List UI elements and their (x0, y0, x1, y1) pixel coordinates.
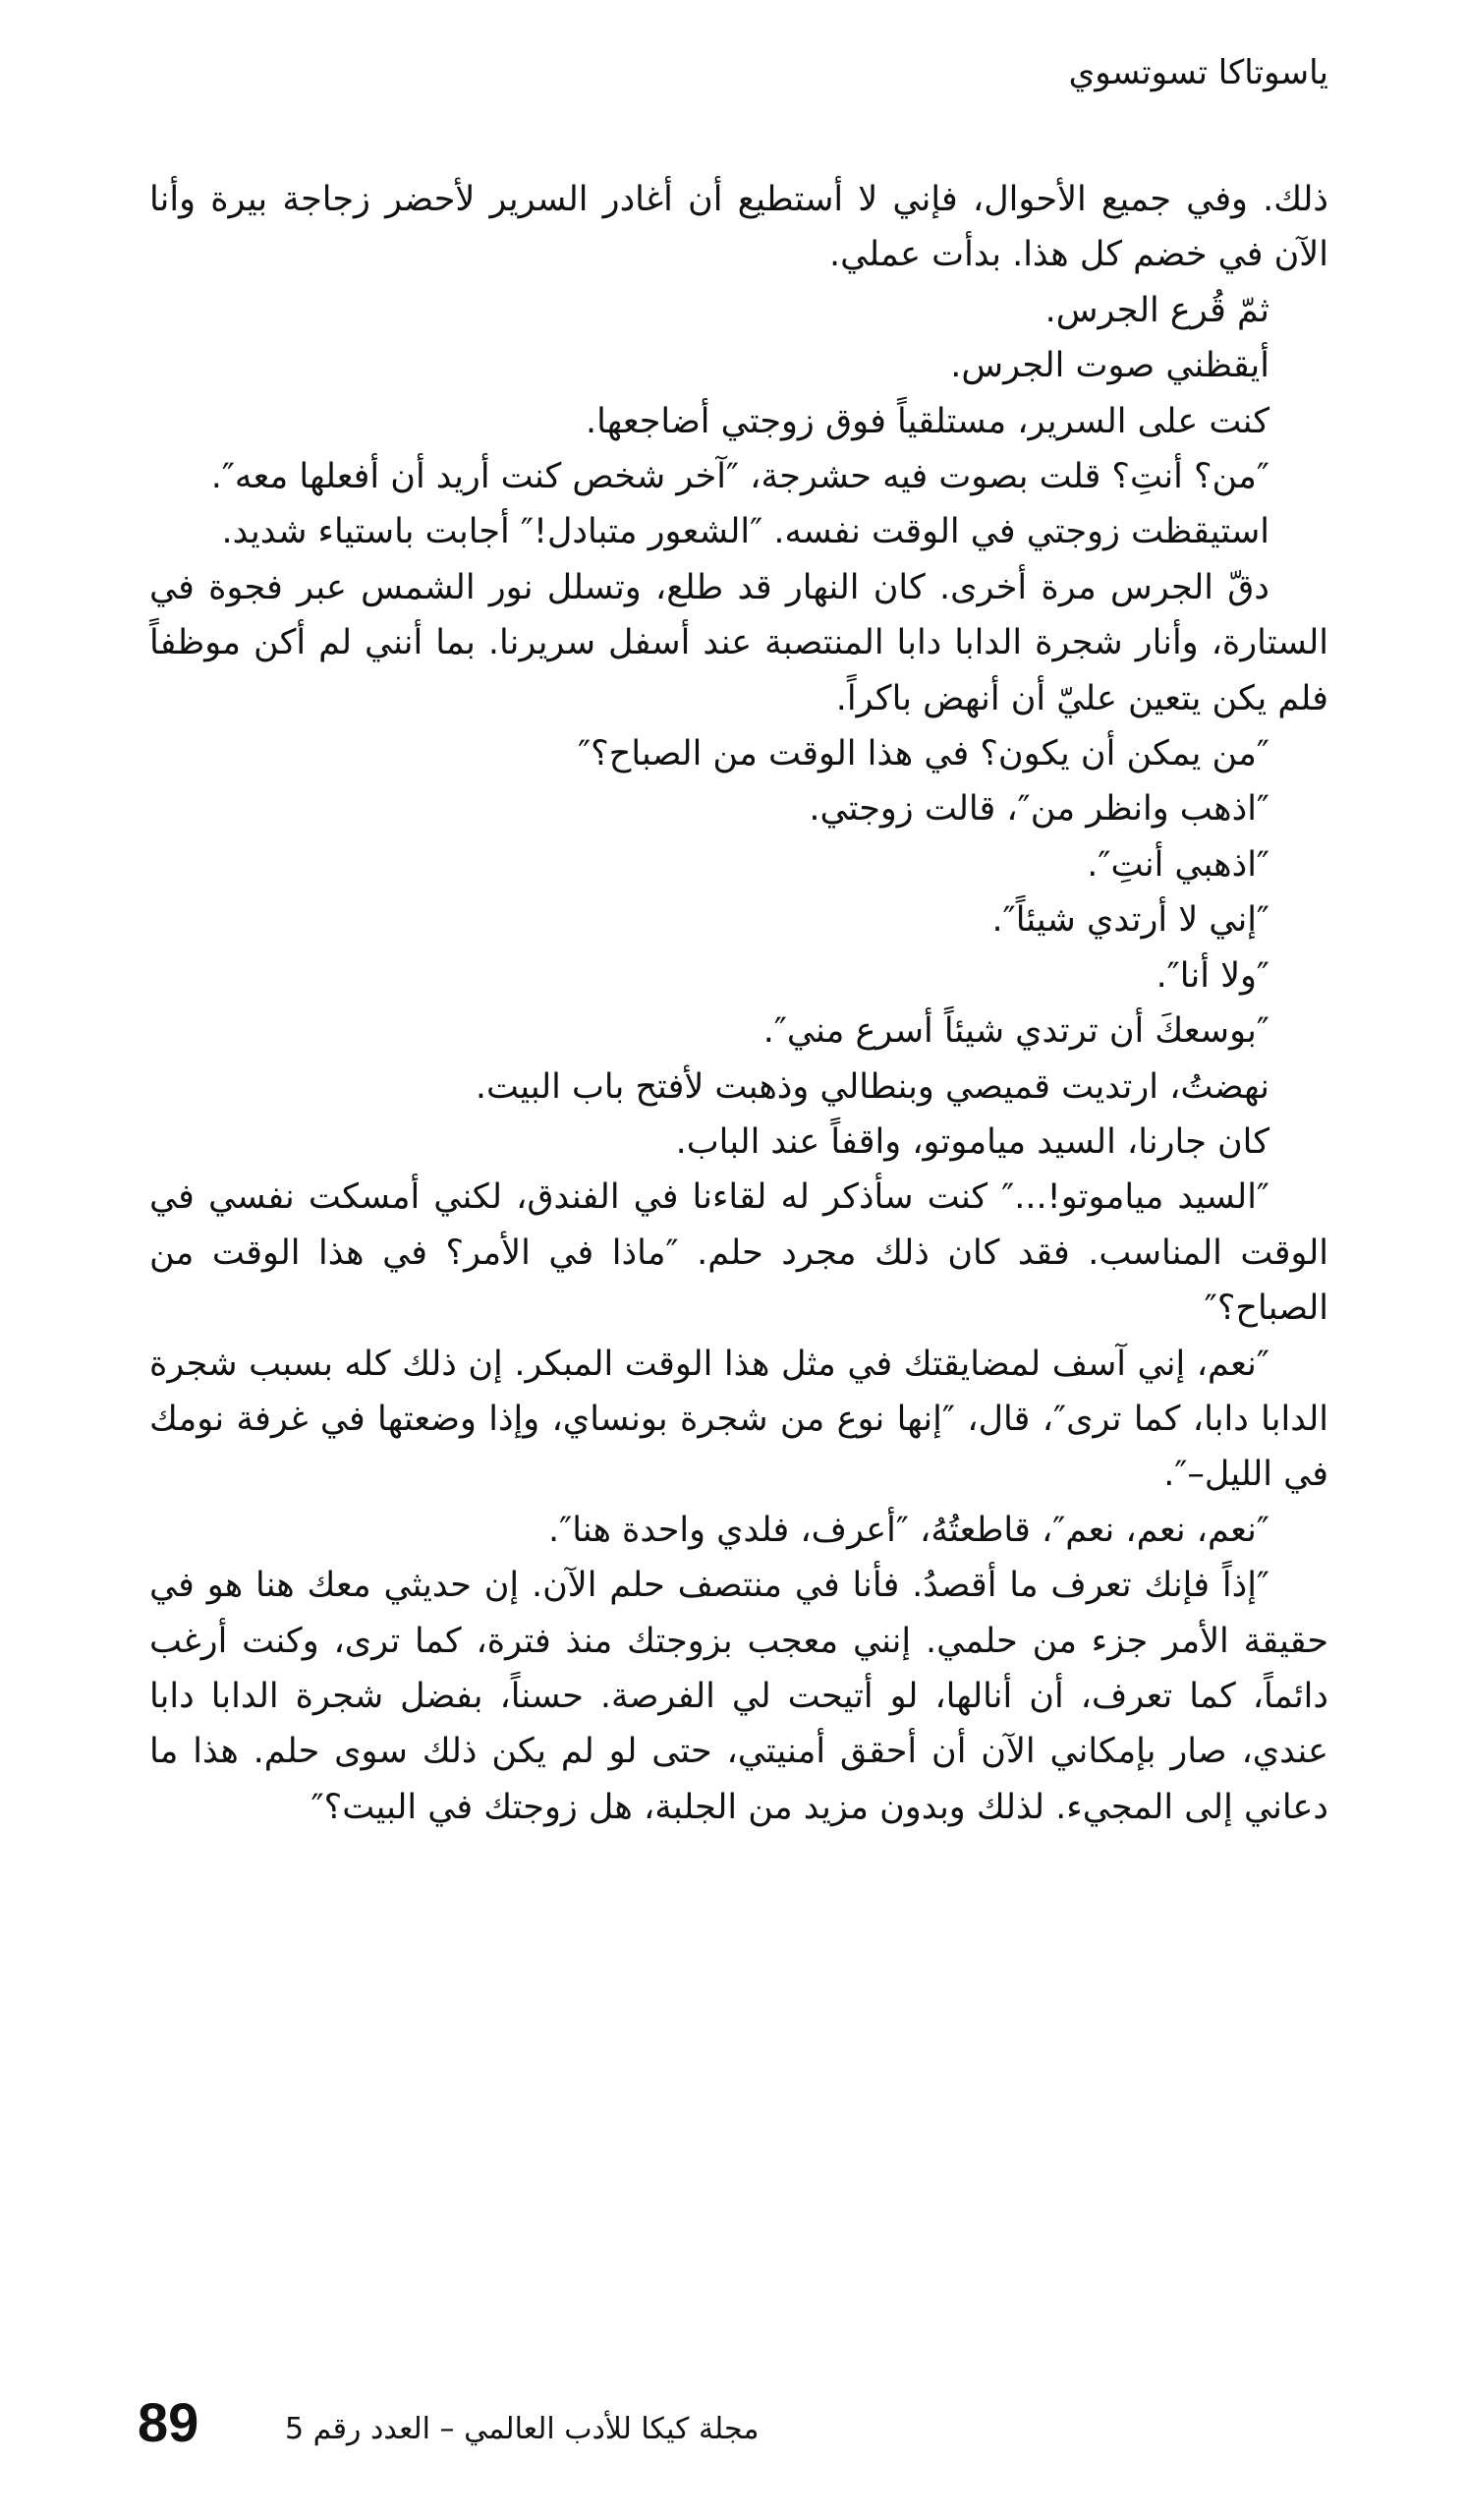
paragraph: ″من؟ أنتِ؟ قلت بصوت فيه حشرجة، ″آخر شخص كنت أريد أن أفعلها معه″. (210, 457, 1269, 497)
body-text (149, 172, 1328, 1835)
paragraph: نهضتُ، ارتديت قميصي وبنطالي وذهبت لأفتح باب البيت. (475, 1066, 1269, 1107)
journal-name: مجلة كيكا للأدب العالمي – العدد رقم 5 (285, 2412, 760, 2446)
paragraph: ″اذهب وانظر من″، قالت زوجتي. (809, 789, 1269, 830)
page-number: 89 (138, 2391, 199, 2453)
paragraph: ″من يمكن أن يكون؟ في هذا الوقت من الصباح؟″ (578, 734, 1269, 774)
paragraph: ثمّ قُرع الجرس. (1044, 290, 1269, 330)
paragraph: ″اذهبي أنتِ″. (1087, 844, 1269, 885)
running-head: ياسوتاكا تسوتسوي (1068, 53, 1328, 92)
paragraph: كنت على السرير، مستلقياً فوق زوجتي أضاجعها. (585, 401, 1269, 441)
paragraph: أيقظني صوت الجرس. (950, 346, 1269, 386)
paragraph: ذلك. وفي جميع الأحوال، فإني لا أستطيع أن أغادر السرير لأحضر زجاجة بيرة وأنا الآن في خضم كل هذا. بدأت عملي. (149, 180, 1328, 275)
paragraph: دقّ الجرس مرة أخرى. كان النهار قد طلع، وتسلل نور الشمس عبر فجوة في الستارة، وأنار شجرة الدابا دابا المنتصبة عند أسفل سريرنا. بما أنني لم أكن موظفاً فلم يكن يتعين عليّ أن أنهض باكراً. (149, 567, 1328, 718)
paragraph: ″إني لا أرتدي شيئاً″. (991, 900, 1269, 941)
paragraph: ″ولا أنا″. (1156, 955, 1269, 996)
page-footer (138, 2388, 1328, 2457)
paragraph: كان جارنا، السيد مياموتو، واقفاً عند الباب. (675, 1121, 1269, 1162)
paragraph: ″نعم، نعم، نعم″، قاطعتُهُ، ″أعرف، فلدي واحدة هنا″. (548, 1510, 1269, 1550)
paragraph: ″بوسعكَ أن ترتدي شيئاً أسرع مني″. (762, 1011, 1269, 1052)
paragraph: ″نعم، إني آسف لمضايقتك في مثل هذا الوقت المبكر. إن ذلك كله بسبب شجرة الدابا دابا، كما ترى″، قال، ″إنها نوع من شجرة بونساي، وإذا وضعتها في غرفة نومك في الليل–″. (149, 1344, 1328, 1495)
paragraph: استيقظت زوجتي في الوقت نفسه. ″الشعور متبادل!″ أجابت باستياء شديد. (221, 512, 1269, 552)
paragraph: ″إذاً فإنك تعرف ما أقصدُ. فأنا في منتصف حلم الآن. إن حديثي معك هنا هو في حقيقة الأمر جزء من حلمي. إنني معجب بزوجتك منذ فترة، كما ترى، وكنت أرغب دائماً، كما تعرف، أن أنالها، لو أتيحت لي الفرصة. حسناً، بفضل شجرة الدابا دابا عندي، صار بإمكاني الآن أن أحقق أمنيتي، حتى لو لم يكن ذلك سوى حلم. هذا ما دعاني إلى المجيء. لذلك وبدون مزيد من الجلبة، هل زوجتك في البيت؟″ (149, 1566, 1328, 1827)
paragraph: ″السيد مياموتو!...″ كنت سأذكر له لقاءنا في الفندق، لكني أمسكت نفسي في الوقت المناسب. فقد كان ذلك مجرد حلم. ″ماذا في الأمر؟ في هذا الوقت من الصباح؟″ (149, 1177, 1328, 1329)
